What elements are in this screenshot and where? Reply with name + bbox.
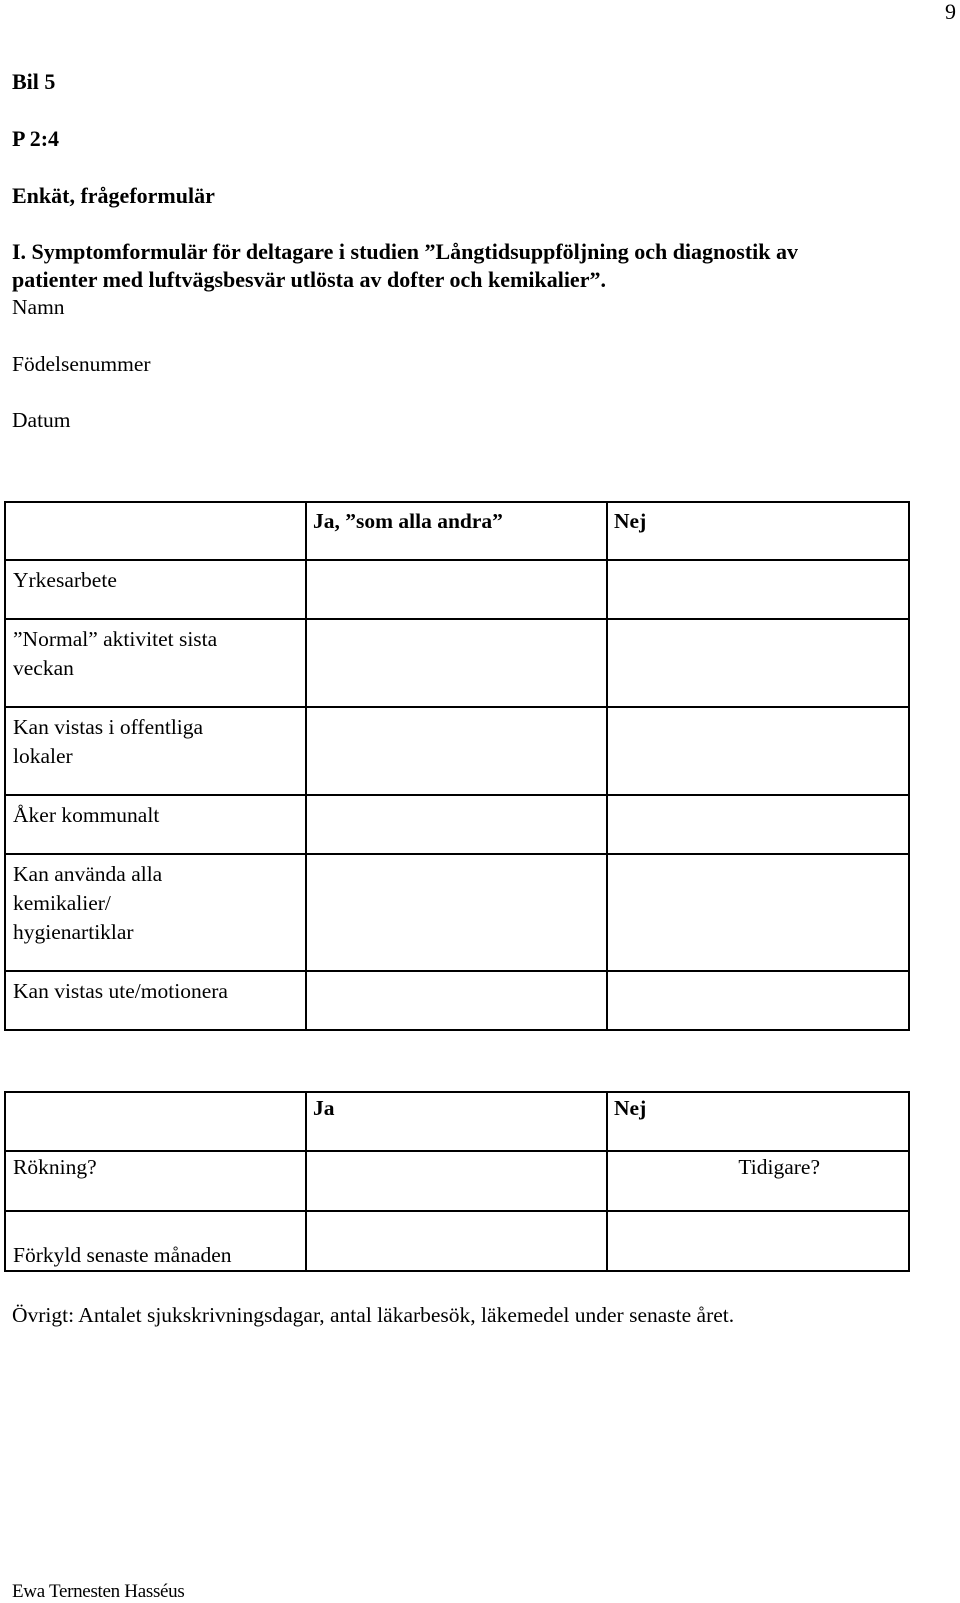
activity-no-cell[interactable] xyxy=(607,560,909,619)
table-row xyxy=(5,560,909,619)
activity-yes-cell[interactable] xyxy=(306,560,607,619)
activity-header-no: Nej xyxy=(607,502,909,560)
table-row xyxy=(5,619,909,707)
activity-yes-cell[interactable] xyxy=(306,971,607,1030)
table-row xyxy=(5,971,909,1030)
activity-yes-cell[interactable] xyxy=(306,619,607,707)
smoking-yes-cell[interactable] xyxy=(306,1211,607,1271)
table-row xyxy=(5,795,909,854)
smoking-header-empty-cell xyxy=(5,1092,306,1151)
date-field-label: Datum xyxy=(12,408,71,432)
activity-table xyxy=(4,501,910,1031)
birth-number-field-label: Födelsenummer xyxy=(12,352,151,376)
smoking-table xyxy=(4,1091,910,1272)
smoking-table-header-row xyxy=(5,1092,909,1151)
smoking-no-cell[interactable]: Tidigare? xyxy=(607,1151,909,1211)
activity-header-yes: Ja, ”som alla andra” xyxy=(306,502,607,560)
name-field-label: Namn xyxy=(12,295,65,319)
smoking-header-yes: Ja xyxy=(306,1092,607,1151)
activity-yes-cell[interactable] xyxy=(306,707,607,795)
activity-label-cell: Yrkesarbete xyxy=(5,560,306,619)
activity-header-empty-cell xyxy=(5,502,306,560)
activity-label-cell: ”Normal” aktivitet sista veckan xyxy=(5,619,306,707)
protocol-label: P 2:4 xyxy=(12,126,60,151)
smoking-label-cell: Rökning? xyxy=(5,1151,306,1211)
table-row xyxy=(5,1151,909,1211)
activity-no-cell[interactable] xyxy=(607,619,909,707)
other-note: Övrigt: Antalet sjukskrivningsdagar, antal läkarbesök, läkemedel under senaste året. xyxy=(12,1303,735,1327)
activity-no-cell[interactable] xyxy=(607,854,909,971)
survey-label: Enkät, frågeformulär xyxy=(12,183,215,208)
activity-no-cell[interactable] xyxy=(607,707,909,795)
table-row xyxy=(5,1211,909,1271)
activity-yes-cell[interactable] xyxy=(306,795,607,854)
smoking-label-cell: Förkyld senaste månaden xyxy=(5,1211,306,1271)
page-number: 9 xyxy=(945,0,956,24)
form-title-line-1: I. Symptomformulär för deltagare i studien ”Långtidsuppföljning och diagnostik av xyxy=(12,239,799,264)
activity-label-cell: Åker kommunalt xyxy=(5,795,306,854)
activity-yes-cell[interactable] xyxy=(306,854,607,971)
activity-label-cell: Kan vistas ute/motionera xyxy=(5,971,306,1030)
footer-author: Ewa Ternesten Hasséus xyxy=(12,1581,185,1602)
smoking-header-no: Nej xyxy=(607,1092,909,1151)
activity-table-header-row xyxy=(5,502,909,560)
table-row xyxy=(5,707,909,795)
table-row xyxy=(5,854,909,971)
activity-label-cell: Kan vistas i offentliga lokaler xyxy=(5,707,306,795)
appendix-label: Bil 5 xyxy=(12,69,56,94)
activity-no-cell[interactable] xyxy=(607,795,909,854)
activity-no-cell[interactable] xyxy=(607,971,909,1030)
smoking-yes-cell[interactable] xyxy=(306,1151,607,1211)
form-title-line-2: patienter med luftvägsbesvär utlösta av dofter och kemikalier”. xyxy=(12,267,606,292)
smoking-no-cell[interactable] xyxy=(607,1211,909,1271)
activity-label-cell: Kan använda alla kemikalier/ hygienartiklar xyxy=(5,854,306,971)
